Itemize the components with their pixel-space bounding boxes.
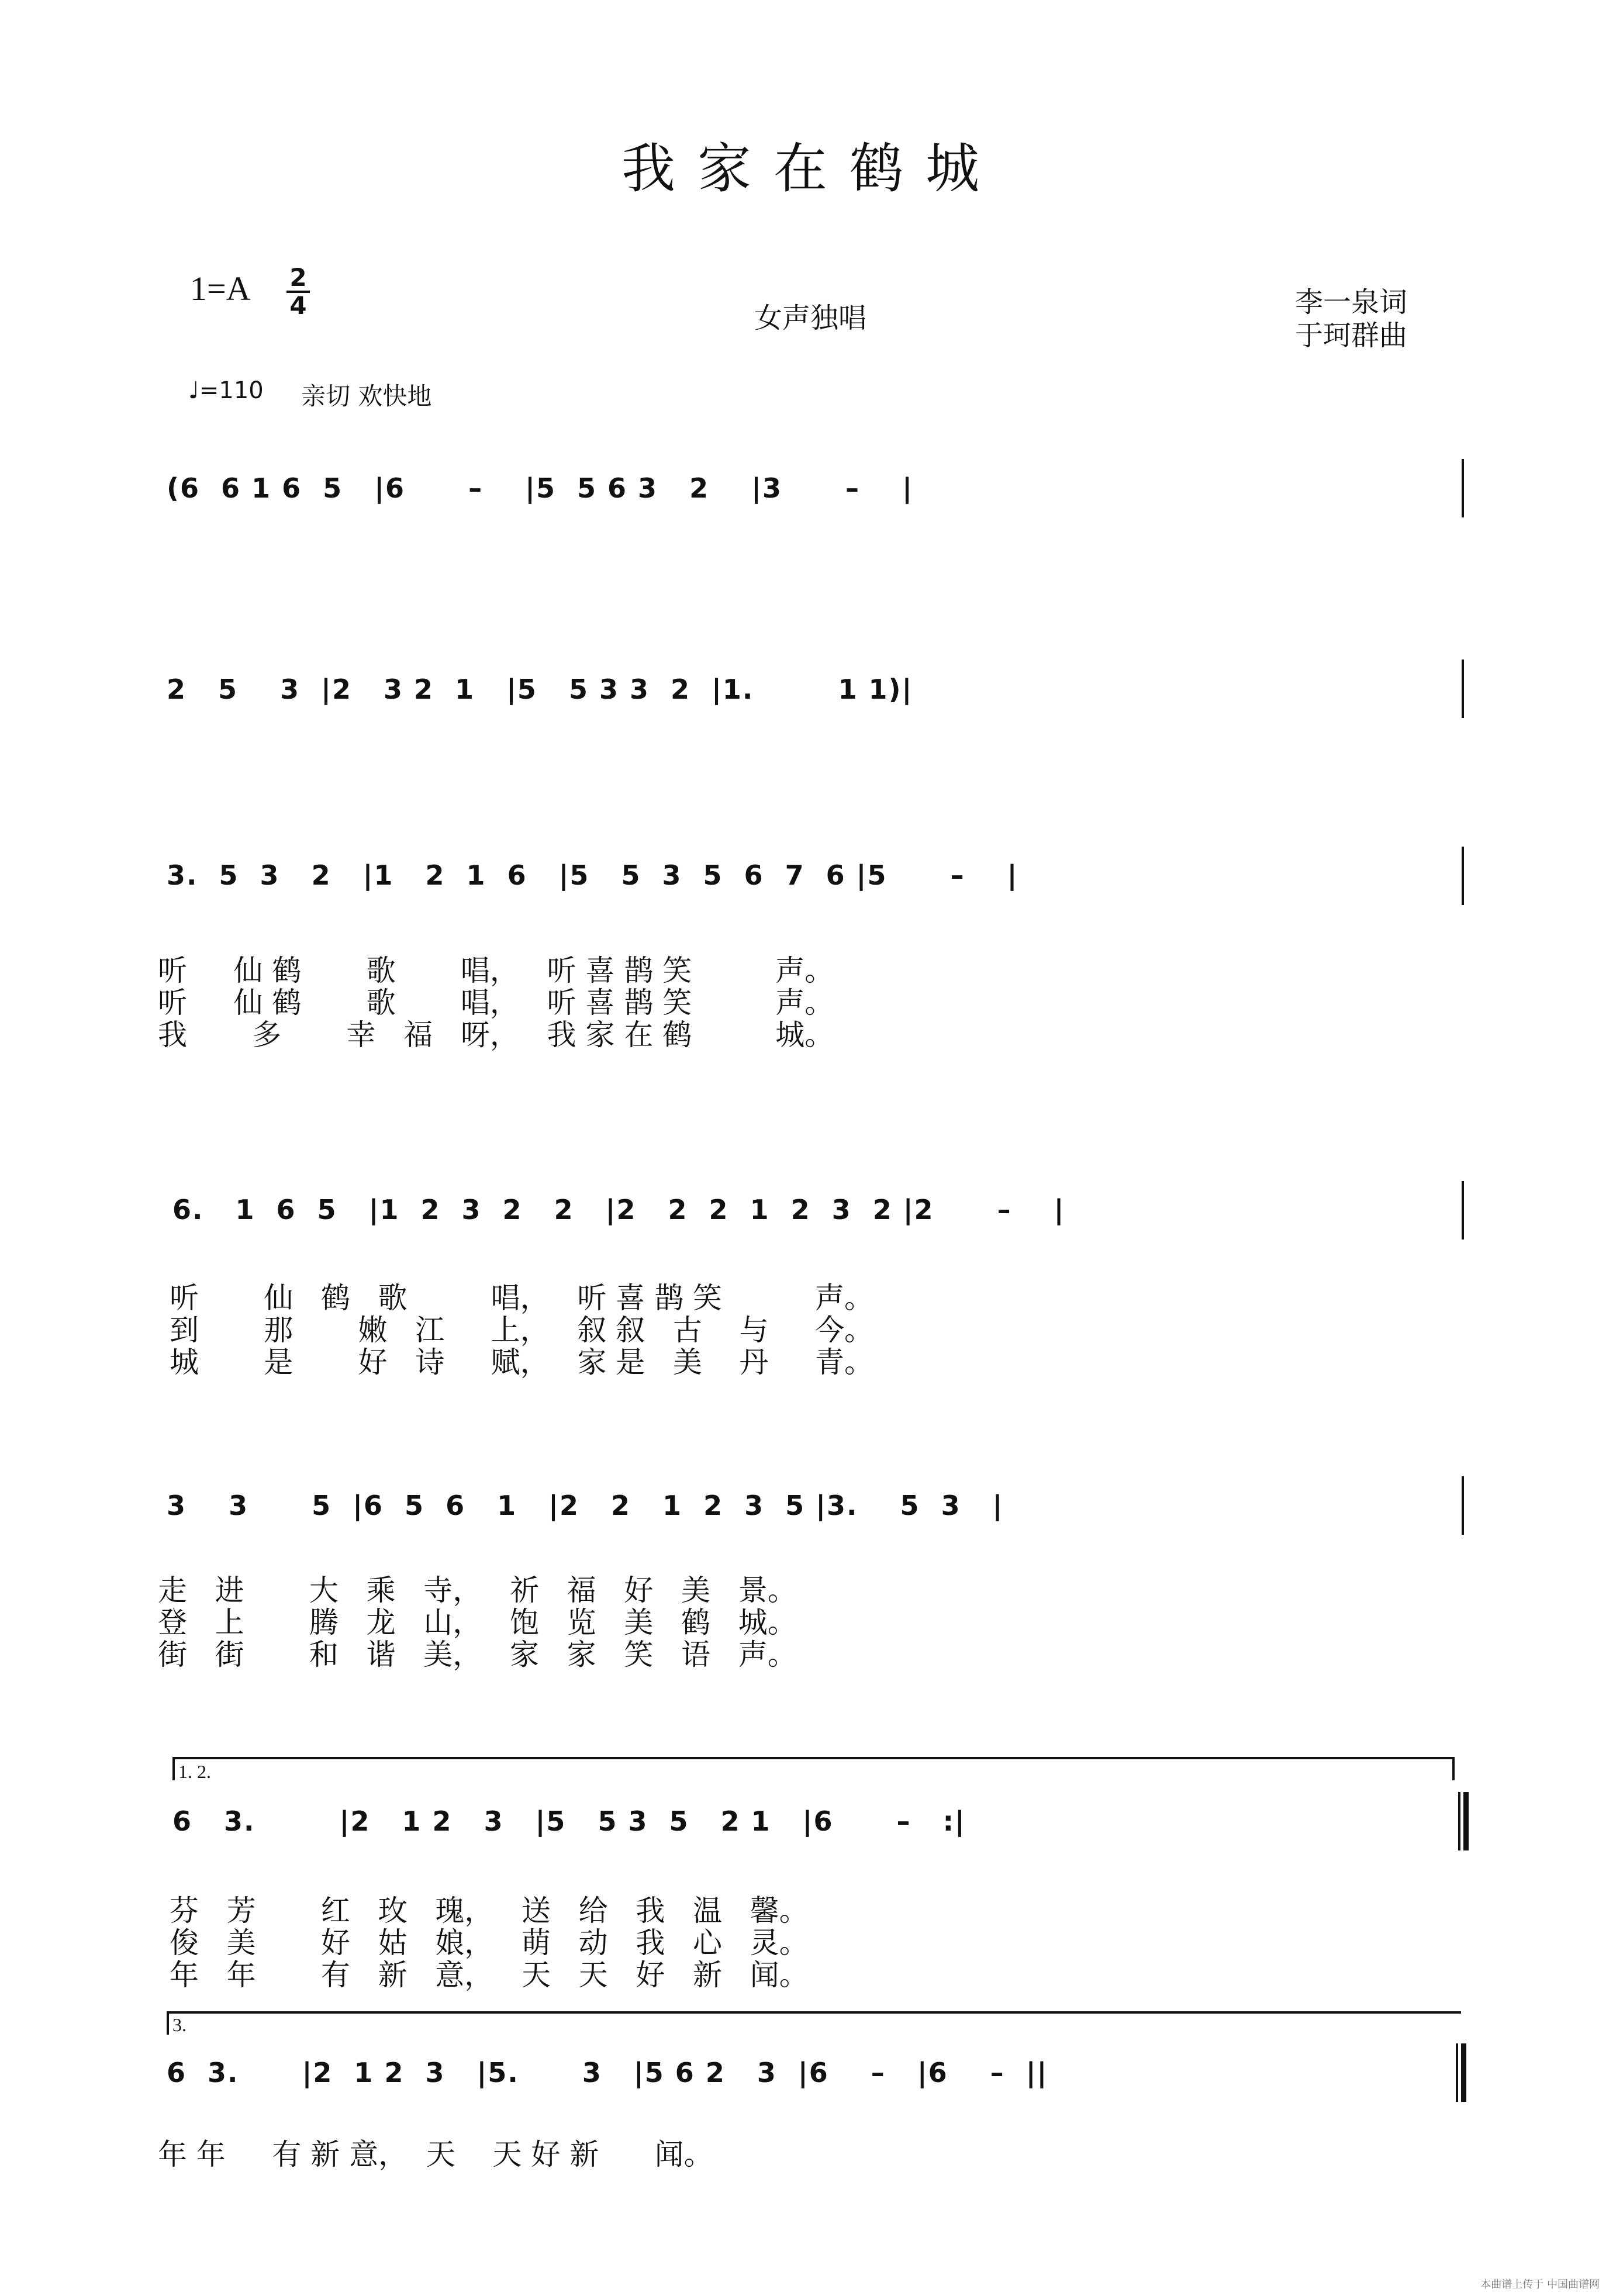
system-5-lyrics-verse-1: 走 进 大 乘 寺， 祈 福 好 美 景。 (158, 1573, 797, 1607)
composer-credit: 于珂群曲 (1295, 319, 1408, 352)
key-signature: 1=A (190, 270, 251, 308)
system-6-lyrics-verse-3: 年 年 有 新 意， 天 天 好 新 闻。 (170, 1958, 809, 1992)
final-barline-thick (1461, 2043, 1466, 2102)
system-3-lyrics-verse-1: 听 仙 鹤 歌 唱， 听 喜 鹊 笑 声。 (158, 954, 834, 988)
expression-marking: 亲切 欢快地 (301, 382, 432, 410)
system-7-notes: 6 3. |2 1 2 3 |5. 3 |5 6 2 3 |6 – |6 – || (167, 2057, 1048, 2088)
performer-label: 女声独唱 (754, 302, 867, 334)
system-5-lyrics-verse-3: 街 街 和 谐 美， 家 家 笑 语 声。 (158, 1638, 797, 1672)
system-3-end-barline (1462, 847, 1464, 905)
system-1-notes: (6 6 1 6 5 |6 – |5 5 6 3 2 |3 – | (167, 472, 913, 504)
system-6-notes: 6 3. |2 1 2 3 |5 5 3 5 2 1 |6 – :| (172, 1805, 966, 1837)
system-4-end-barline (1462, 1181, 1464, 1240)
system-2-end-barline (1462, 660, 1464, 718)
system-1-end-barline (1462, 459, 1464, 517)
volta-bracket-1-2 (172, 1757, 1455, 1780)
system-3-lyrics-verse-3: 我 多 幸 福 呀， 我 家 在 鹤 城。 (158, 1018, 834, 1052)
time-signature-top: 2 (289, 263, 307, 292)
system-4-notes: 6. 1 6 5 |1 2 3 2 2 |2 2 2 1 2 3 2 |2 – | (172, 1194, 1065, 1225)
time-signature-bottom: 4 (289, 291, 307, 320)
system-4-lyrics-verse-1: 听 仙 鹤 歌 唱， 听 喜 鹊 笑 声。 (170, 1281, 873, 1315)
tempo-marking: ♩=110 (188, 377, 264, 404)
system-2-notes: 2 5 3 |2 3 2 1 |5 5 3 3 2 |1. 1 1)| (167, 674, 913, 705)
site-watermark: 本曲谱上传于 中国曲谱网 (1480, 2278, 1600, 2291)
system-4-lyrics-verse-3: 城 是 好 诗 赋， 家 是 美 丹 青。 (170, 1345, 873, 1379)
system-4-lyrics-verse-2: 到 那 嫩 江 上， 叙 叙 古 与 今。 (170, 1313, 873, 1347)
system-5-end-barline (1462, 1476, 1464, 1535)
system-3-notes: 3. 5 3 2 |1 2 1 6 |5 5 3 5 6 7 6 |5 – | (167, 859, 1018, 891)
volta-label-1-2: 1. 2. (178, 1761, 211, 1782)
time-signature (286, 263, 310, 320)
repeat-end-barline-thick (1463, 1792, 1469, 1850)
volta-bracket-3 (167, 2011, 1461, 2035)
volta-label-3: 3. (172, 2014, 187, 2035)
system-7-lyrics: 年 年 有 新 意， 天 天 好 新 闻。 (158, 2138, 713, 2171)
song-title: 我家在鹤城 (621, 137, 1002, 200)
system-6-lyrics-verse-1: 芬 芳 红 玫 瑰， 送 给 我 温 馨。 (170, 1894, 809, 1928)
system-5-notes: 3 3 5 |6 5 6 1 |2 2 1 2 3 5 |3. 5 3 | (167, 1490, 1004, 1521)
lyricist-credit: 李一泉词 (1295, 286, 1408, 319)
final-barline-thin (1456, 2043, 1458, 2102)
system-5-lyrics-verse-2: 登 上 腾 龙 山， 饱 览 美 鹤 城。 (158, 1606, 797, 1639)
system-3-lyrics-verse-2: 听 仙 鹤 歌 唱， 听 喜 鹊 笑 声。 (158, 986, 834, 1020)
system-6-lyrics-verse-2: 俊 美 好 姑 娘， 萌 动 我 心 灵。 (170, 1926, 809, 1960)
repeat-end-barline-thin (1458, 1792, 1460, 1850)
